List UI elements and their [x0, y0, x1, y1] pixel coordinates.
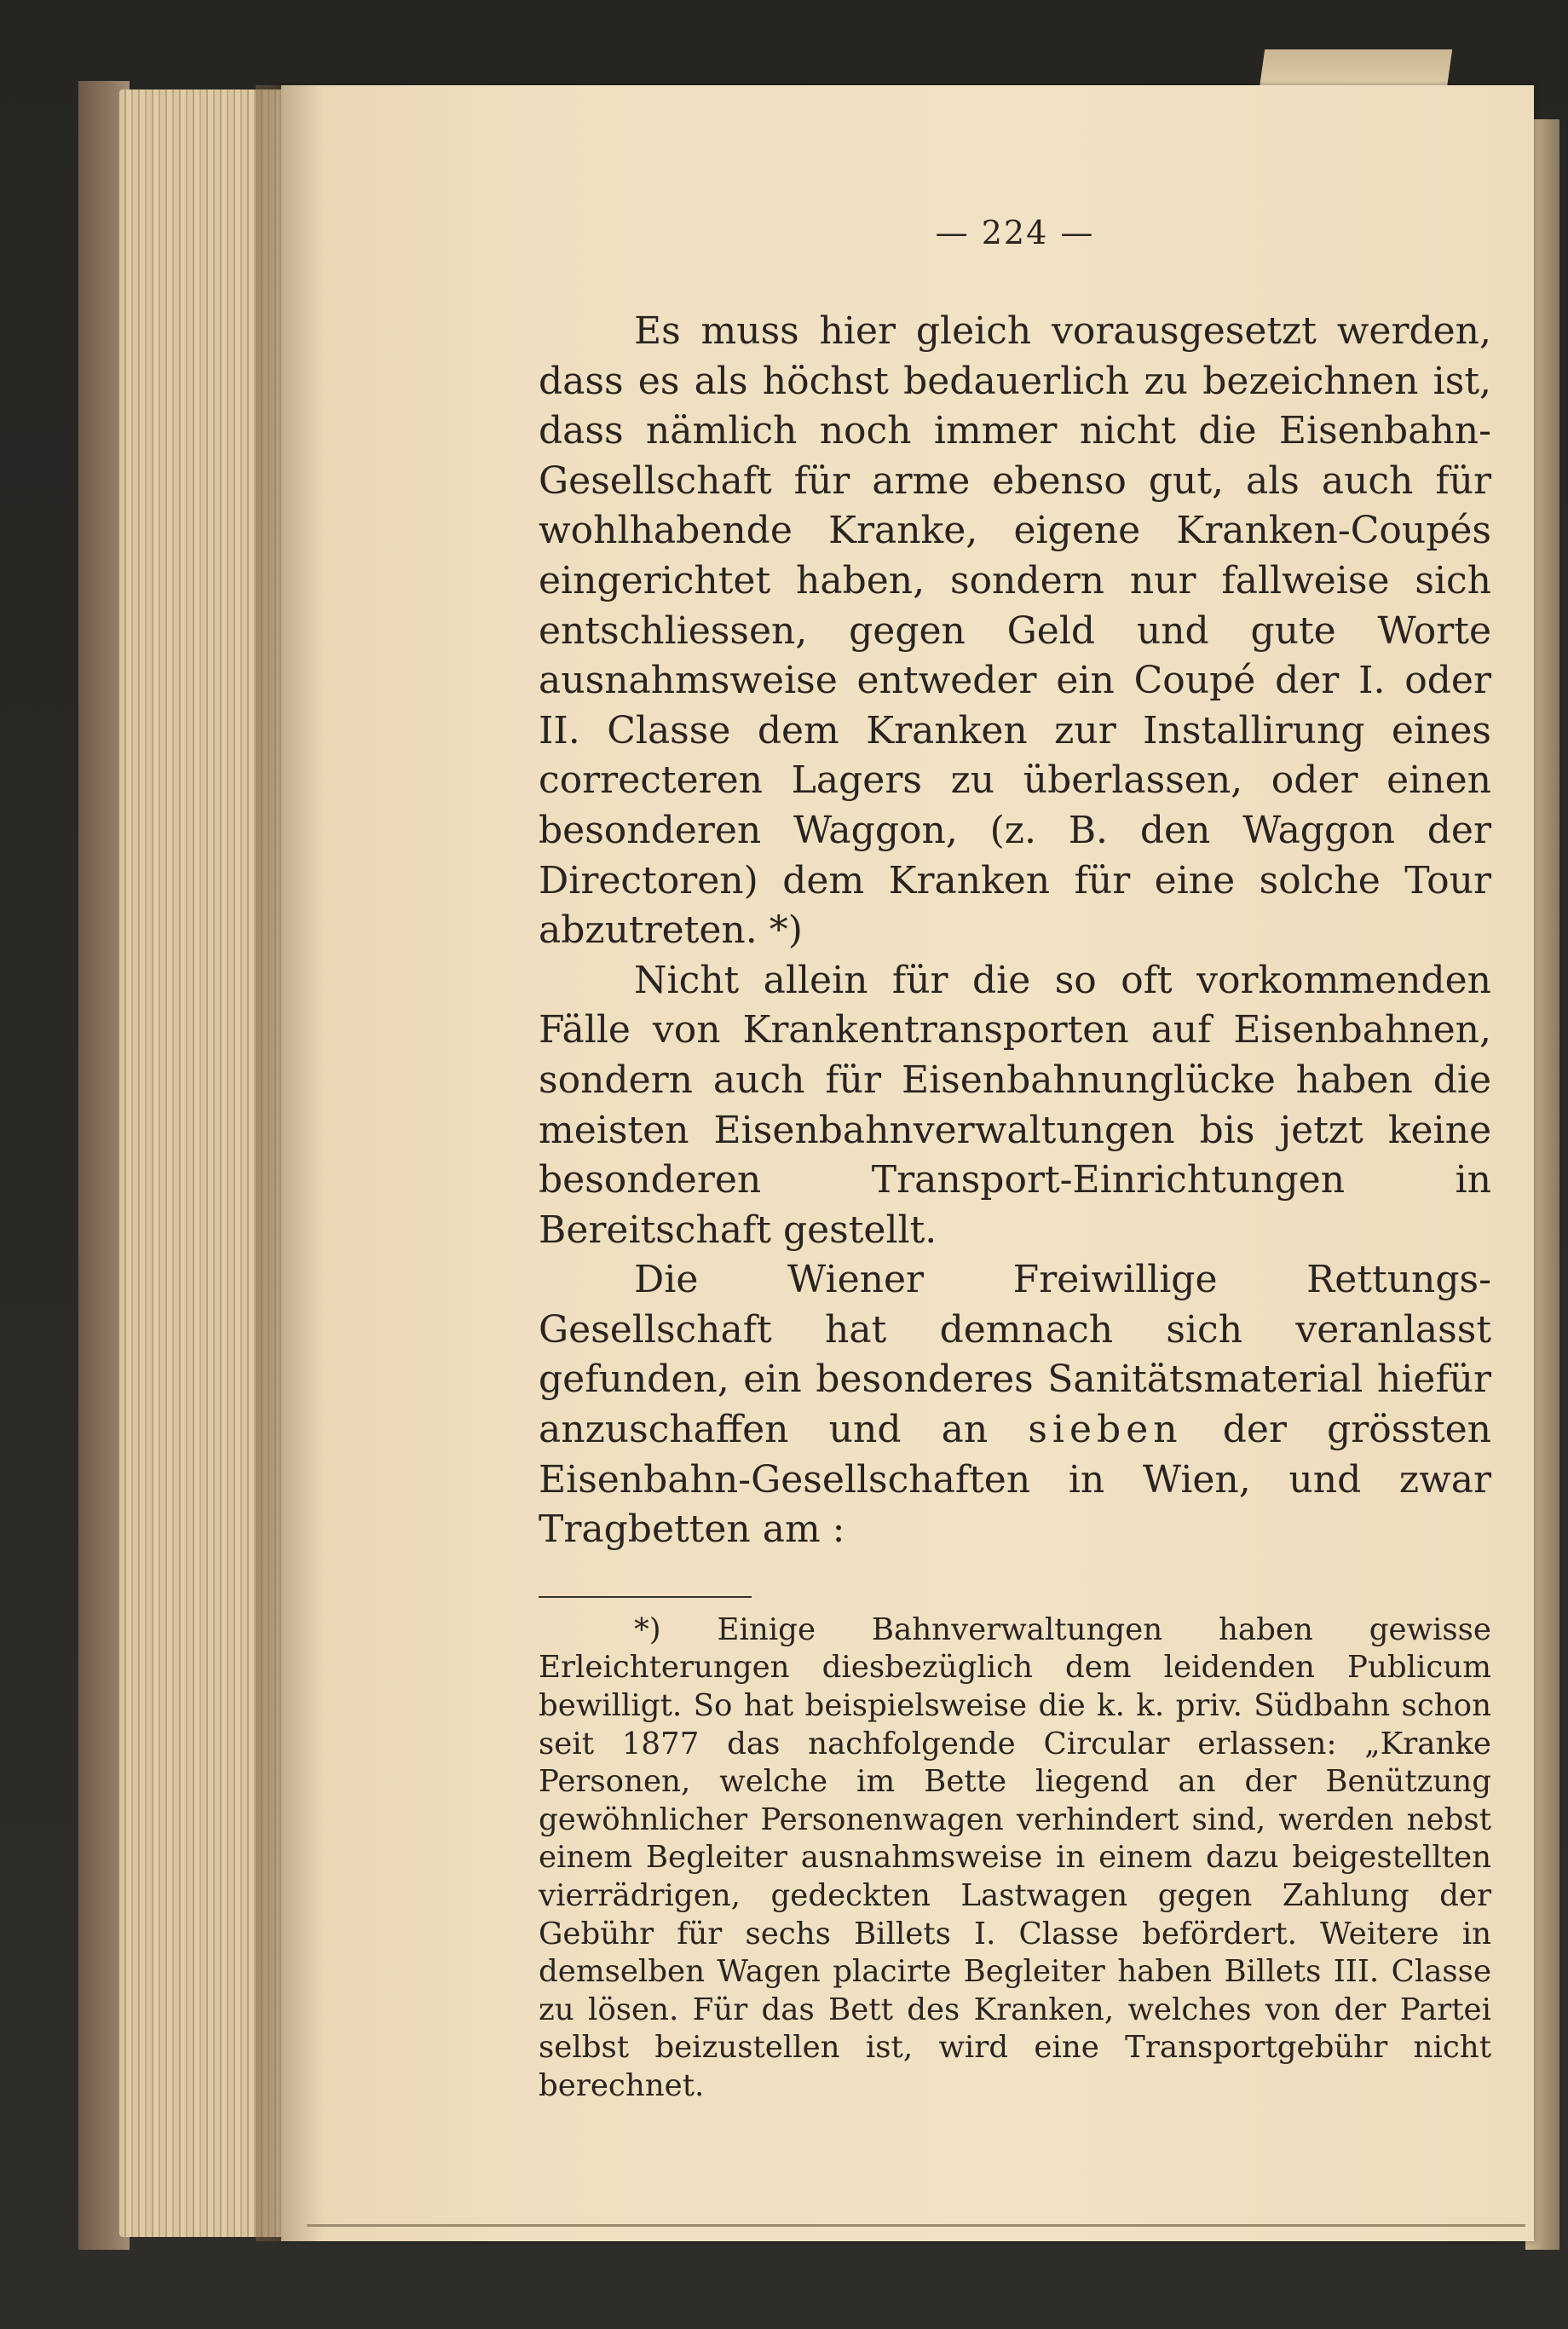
footnote-divider [539, 1596, 752, 1598]
page-bottom-edge [307, 2224, 1525, 2227]
paragraph-2: Nicht allein für die so oft vorkommenden Fälle von Krankentransporten auf Eisenbahnen, sondern auch für Eisenbahnunglücke haben die meisten Eisenbahnverwaltungen bis jetzt keine besonderen Transport-Einrichtungen in Bereitschaft gestellt. [539, 958, 1491, 1252]
paragraph-3-after: der grössten Eisenbahn-Gesellschaften in Wien, und zwar Tragbetten am : [539, 1408, 1491, 1552]
paragraph-3-before: Die Wiener Freiwillige Rettungs-Gesellschaft hat demnach sich veranlasst gefunden, ein besonderes Sanitätsmaterial hiefür anzuschaffen und an [539, 1258, 1491, 1452]
page-number: — 224 — [935, 214, 1095, 251]
page-text-block [539, 203, 1491, 2106]
gutter-shadow [256, 85, 324, 2241]
paragraph-1: Es muss hier gleich vorausgesetzt werden, dass es als höchst bedauerlich zu bezeichnen ist, dass nämlich noch immer nicht die Eisenbahn-Gesellschaft für arme ebenso gut, als auch für wohlhabende Kranke, eigene Kranken-Coupés eingerichtet haben, sondern nur fallweise sich entschliessen, gegen Geld und gute Worte ausnahmsweise entweder ein Coupé der I. oder II. Classe dem Kranken zur Installirung eines correcteren Lagers zu überlassen, oder einen besonderen Waggon, (z. B. den Waggon der Directoren) dem Kranken für eine solche Tour abzutreten. *) [539, 309, 1491, 953]
paragraph-3-emphasis: sieben [1028, 1408, 1183, 1452]
paragraph-3 [539, 1255, 1491, 1555]
body-text [539, 307, 1491, 1555]
footnote: *) Einige Bahnverwaltungen haben gewisse Erleichterungen diesbezüglich dem leidenden Publicum bewilligt. So hat beispielsweise die k. k. priv. Südbahn schon seit 1877 das nachfolgende Circular erlassen: „Kranke Personen, welche im Bette liegend an der Benützung gewöhnlicher Personenwagen verhindert sind, werden nebst einem Begleiter ausnahmsweise in einem dazu beigestellten vierrädrigen, gedeckten Lastwagen gegen Zahlung der Gebühr für sechs Billets I. Classe befördert. Weitere in demselben Wagen placirte Begleiter haben Billets III. Classe zu lösen. Für das Bett des Kranken, welches von der Partei selbst beizustellen ist, wird eine Transportgebühr nicht berechnet. [539, 1611, 1491, 2103]
